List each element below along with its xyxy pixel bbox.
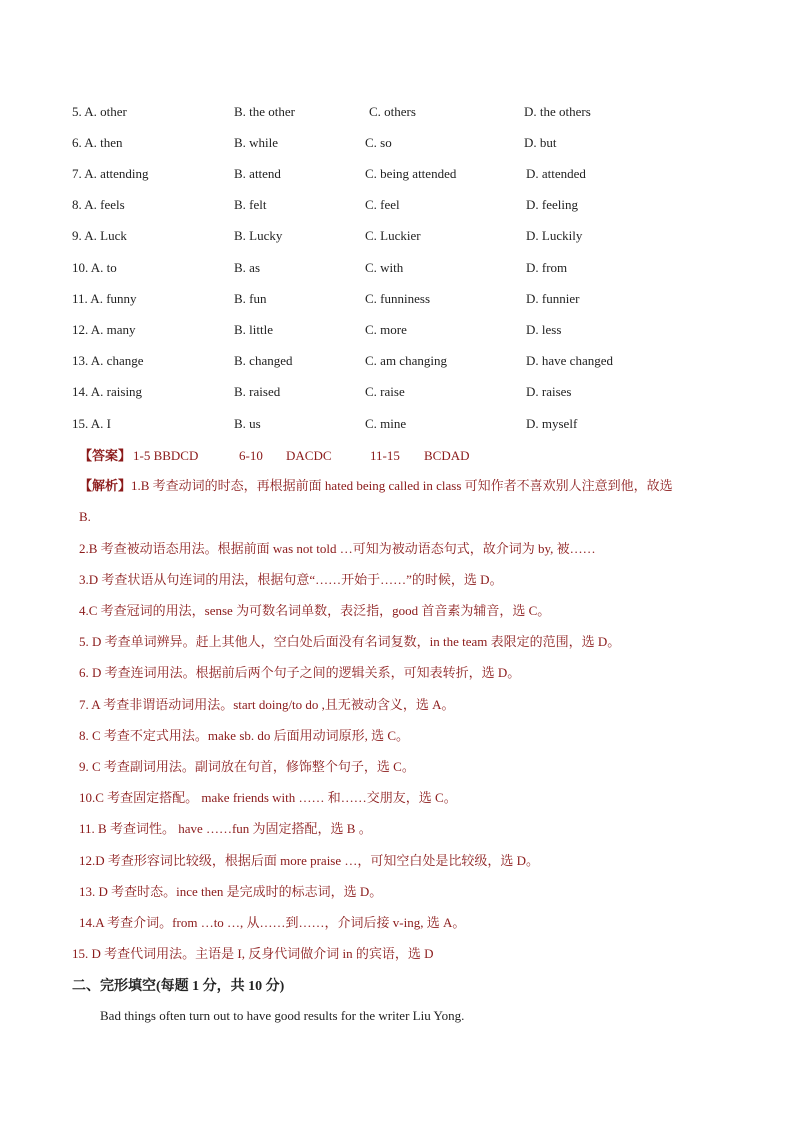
option-c: C. being attended — [365, 166, 457, 181]
option-d: D. less — [526, 322, 562, 337]
option-c: C. am changing — [365, 353, 447, 368]
explanation-1: 【解析】1.B 考查动词的时态，再根据前面 hated being called in class 可知作者不喜欢别人注意到他，故选 — [79, 478, 673, 493]
section-title: 二、完形填空(每题 1 分，共 10 分) — [72, 979, 285, 994]
option-b: B. little — [234, 322, 273, 337]
explanation-12: 12.D 考查形容词比较级，根据后面 more praise …，可知空白处是比较级，选 D。 — [79, 853, 540, 868]
explanation-13: 13. D 考查时态。ince then 是完成时的标志词，选 D。 — [79, 884, 383, 899]
question-row — [72, 382, 772, 402]
option-a: 9. A. Luck — [72, 228, 127, 243]
option-d: D. have changed — [526, 353, 613, 368]
option-b: B. attend — [234, 166, 281, 181]
explanation-5: 5. D 考查单词辨异。赶上其他人，空白处后面没有名词复数，in the team 表限定的范围，选 D。 — [79, 634, 621, 649]
option-d: D. funnier — [526, 291, 580, 306]
option-b: B. the other — [234, 104, 296, 119]
answer-group-3: BCDAD — [424, 448, 470, 463]
question-row — [72, 258, 772, 278]
option-a: 5. A. other — [72, 104, 127, 119]
explanation-2: 2.B 考查被动语态用法。根据前面 was not told …可知为被动语态句式，故介词为 by, 被…… — [79, 541, 596, 556]
option-a: 7. A. attending — [72, 166, 149, 181]
answer-group-2-label: 6-10 — [239, 448, 263, 463]
option-d: D. the others — [524, 104, 591, 119]
question-row — [72, 320, 772, 340]
option-c: C. raise — [365, 384, 405, 399]
explanation-4: 4.C 考查冠词的用法，sense 为可数名词单数，表泛指，good 首音素为辅音，选 C。 — [79, 603, 551, 618]
option-b: B. changed — [234, 353, 293, 368]
explanation-1-cont: B. — [79, 509, 91, 524]
option-b: B. us — [234, 416, 261, 431]
option-c: C. others — [369, 104, 416, 119]
option-d: D. but — [524, 135, 557, 150]
option-c: C. mine — [365, 416, 407, 431]
option-c: C. feel — [365, 197, 400, 212]
answer-group-1: 1-5 BBDCD — [133, 448, 199, 463]
question-row — [72, 195, 772, 215]
option-d: D. attended — [526, 166, 586, 181]
answer-group-2: DACDC — [286, 448, 332, 463]
option-d: D. feeling — [526, 197, 578, 212]
answer-group-3-label: 11-15 — [370, 448, 400, 463]
option-a: 6. A. then — [72, 135, 123, 150]
option-b: B. felt — [234, 197, 267, 212]
option-c: C. Luckier — [365, 228, 421, 243]
explanation-15: 15. D 考查代词用法。主语是 I, 反身代词做介词 in 的宾语，选 D — [72, 946, 434, 961]
option-a: 8. A. feels — [72, 197, 125, 212]
option-d: D. myself — [526, 416, 578, 431]
option-a: 15. A. I — [72, 416, 111, 431]
option-d: D. raises — [526, 384, 572, 399]
option-b: B. Lucky — [234, 228, 283, 243]
explanation-3: 3.D 考查状语从句连词的用法，根据句意“……开始于……”的时候，选 D。 — [79, 572, 503, 587]
option-b: B. fun — [234, 291, 267, 306]
explanation-14: 14.A 考查介词。from …to …, 从……到……，介词后接 v-ing, 选 A。 — [79, 915, 466, 930]
option-c: C. so — [365, 135, 392, 150]
question-row — [72, 414, 772, 434]
explanation-8: 8. C 考查不定式用法。make sb. do 后面用动词原形, 选 C。 — [79, 728, 410, 743]
option-d: D. Luckily — [526, 228, 583, 243]
explanation-9: 9. C 考查副词用法。副词放在句首，修饰整个句子，选 C。 — [79, 759, 415, 774]
option-a: 13. A. change — [72, 353, 144, 368]
question-row — [72, 351, 772, 371]
option-a: 11. A. funny — [72, 291, 137, 306]
question-row — [72, 164, 772, 184]
option-c: C. funniness — [365, 291, 430, 306]
option-a: 12. A. many — [72, 322, 136, 337]
option-d: D. from — [526, 260, 568, 275]
question-row — [72, 226, 772, 246]
option-b: B. raised — [234, 384, 281, 399]
option-a: 14. A. raising — [72, 384, 143, 399]
question-row — [72, 102, 772, 122]
explanation-6: 6. D 考查连词用法。根据前后两个句子之间的逻辑关系，可知表转折，选 D。 — [79, 665, 521, 680]
question-row — [72, 133, 772, 153]
explanation-10: 10.C 考查固定搭配。 make friends with …… 和……交朋友，选 C。 — [79, 790, 457, 805]
answer-label: 【答案】 — [79, 448, 132, 463]
option-c: C. more — [365, 322, 407, 337]
option-a: 10. A. to — [72, 260, 117, 275]
explanation-11: 11. B 考查词性。 have ……fun 为固定搭配，选 B 。 — [79, 821, 372, 836]
option-b: B. while — [234, 135, 279, 150]
question-row — [72, 289, 772, 309]
passage-first-line: Bad things often turn out to have good results for the writer Liu Yong. — [100, 1008, 465, 1023]
option-c: C. with — [365, 260, 404, 275]
explanation-label: 【解析】 — [79, 478, 132, 493]
option-b: B. as — [234, 260, 260, 275]
explanation-7: 7. A 考查非谓语动词用法。start doing/to do ,且无被动含义，选 A。 — [79, 697, 455, 712]
